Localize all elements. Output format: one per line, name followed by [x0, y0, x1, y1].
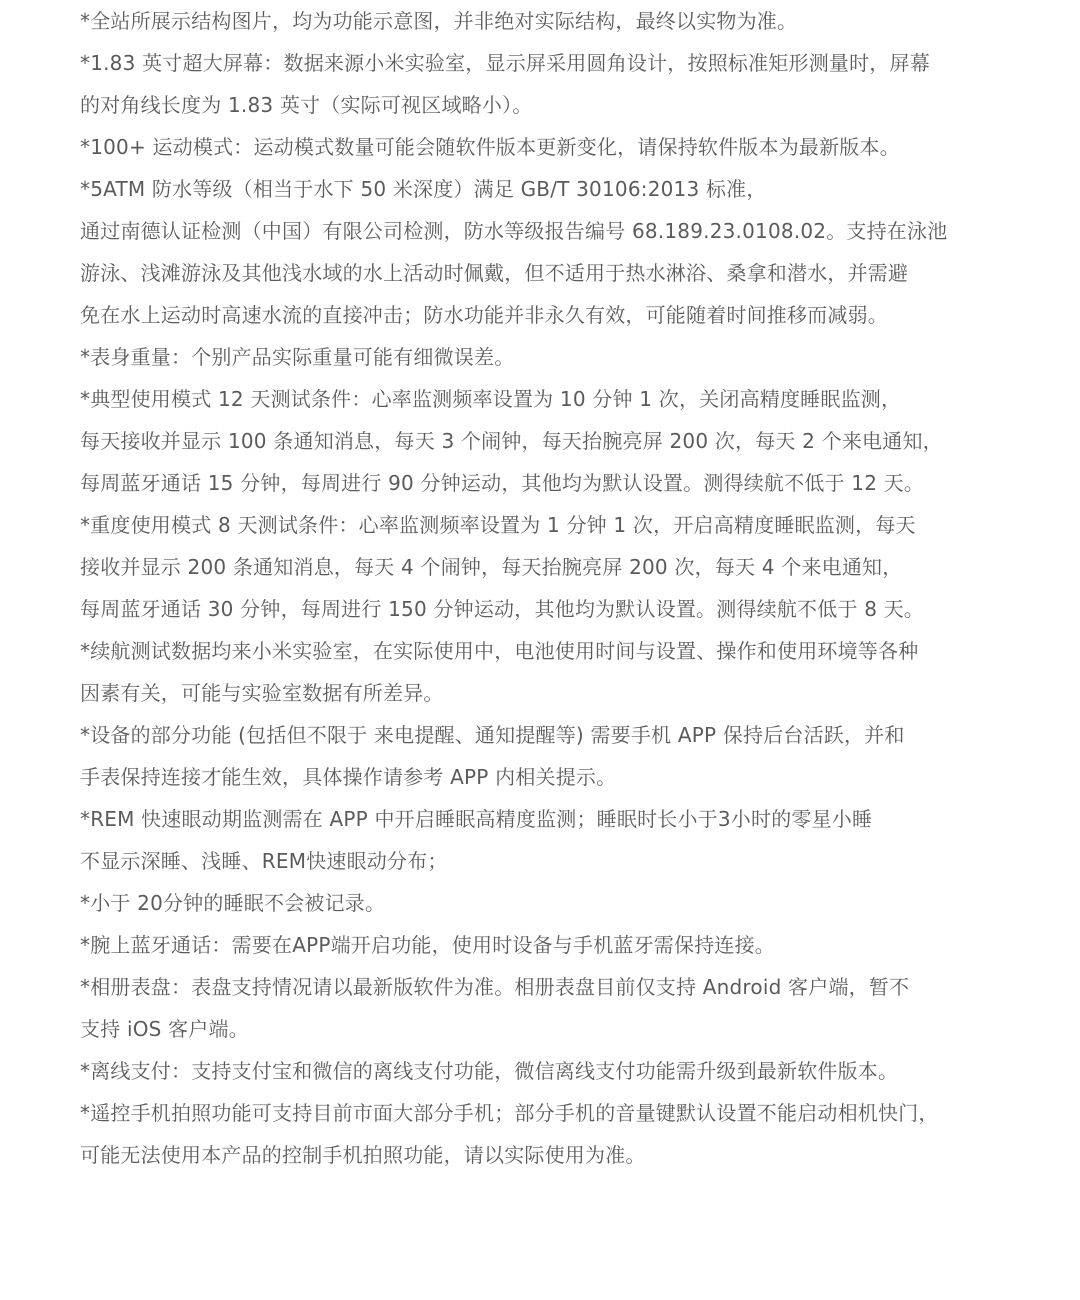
disclaimer-line: 手表保持连接才能生效，具体操作请参考 APP 内相关提示。 — [80, 765, 617, 789]
disclaimer-line: *续航测试数据均来小米实验室，在实际使用中，电池使用时间与设置、操作和使用环境等各种 — [80, 639, 919, 663]
disclaimer-line: 支持 iOS 客户端。 — [80, 1017, 249, 1041]
disclaimer-text-block — [80, 0, 1020, 1176]
disclaimer-line: *重度使用模式 8 天测试条件：心率监测频率设置为 1 分钟 1 次，开启高精度睡眠监测，每天 — [80, 513, 916, 537]
disclaimer-line: 通过南德认证检测（中国）有限公司检测，防水等级报告编号 68.189.23.0108.02。支持在泳池 — [80, 219, 948, 243]
disclaimer-line: *小于 20分钟的睡眠不会被记录。 — [80, 891, 386, 915]
disclaimer-line: *REM 快速眼动期监测需在 APP 中开启睡眠高精度监测；睡眠时长小于3小时的零星小睡 — [80, 807, 873, 831]
disclaimer-line: *离线支付：支持支付宝和微信的离线支付功能，微信离线支付功能需升级到最新软件版本。 — [80, 1059, 899, 1083]
disclaimer-line: 免在水上运动时高速水流的直接冲击；防水功能并非永久有效，可能随着时间推移而减弱。 — [80, 303, 888, 327]
disclaimer-line: *腕上蓝牙通话：需要在APP端开启功能，使用时设备与手机蓝牙需保持连接。 — [80, 933, 776, 957]
disclaimer-line: 可能无法使用本产品的控制手机拍照功能，请以实际使用为准。 — [80, 1143, 646, 1167]
disclaimer-line: *5ATM 防水等级（相当于水下 50 米深度）满足 GB/T 30106:2013 标准， — [80, 177, 767, 201]
disclaimer-line: *100+ 运动模式：运动模式数量可能会随软件版本更新变化，请保持软件版本为最新版本。 — [80, 135, 900, 159]
disclaimer-line: *表身重量：个别产品实际重量可能有细微误差。 — [80, 345, 515, 369]
disclaimer-line: 的对角线长度为 1.83 英寸（实际可视区域略小）。 — [80, 93, 533, 117]
disclaimer-line: *1.83 英寸超大屏幕：数据来源小米实验室，显示屏采用圆角设计，按照标准矩形测量时，屏幕 — [80, 51, 930, 75]
disclaimer-line: 每天接收并显示 100 条通知消息，每天 3 个闹钟，每天抬腕亮屏 200 次，每天 2 个来电通知， — [80, 429, 943, 453]
disclaimer-line: *设备的部分功能 (包括但不限于 来电提醒、通知提醒等) 需要手机 APP 保持后台活跃，并和 — [80, 723, 905, 747]
disclaimer-line: *典型使用模式 12 天测试条件：心率监测频率设置为 10 分钟 1 次，关闭高精度睡眠监测， — [80, 387, 902, 411]
disclaimer-line: 每周蓝牙通话 30 分钟，每周进行 150 分钟运动，其他均为默认设置。测得续航不低于 8 天。 — [80, 597, 925, 621]
disclaimer-line: 每周蓝牙通话 15 分钟，每周进行 90 分钟运动，其他均为默认设置。测得续航不低于 12 天。 — [80, 471, 925, 495]
disclaimer-line: *遥控手机拍照功能可支持目前市面大部分手机；部分手机的音量键默认设置不能启动相机快门， — [80, 1101, 939, 1125]
disclaimer-line: 因素有关，可能与实验室数据有所差异。 — [80, 681, 444, 705]
disclaimer-line: 游泳、浅滩游泳及其他浅水域的水上活动时佩戴，但不适用于热水淋浴、桑拿和潜水，并需避 — [80, 261, 909, 285]
disclaimer-line: 不显示深睡、浅睡、REM快速眼动分布； — [80, 849, 448, 873]
disclaimer-line: *全站所展示结构图片，均为功能示意图，并非绝对实际结构，最终以实物为准。 — [80, 9, 798, 33]
disclaimer-line: *相册表盘：表盘支持情况请以最新版软件为准。相册表盘目前仅支持 Android 客户端，暂不 — [80, 975, 910, 999]
disclaimer-line: 接收并显示 200 条通知消息，每天 4 个闹钟，每天抬腕亮屏 200 次，每天 4 个来电通知， — [80, 555, 903, 579]
